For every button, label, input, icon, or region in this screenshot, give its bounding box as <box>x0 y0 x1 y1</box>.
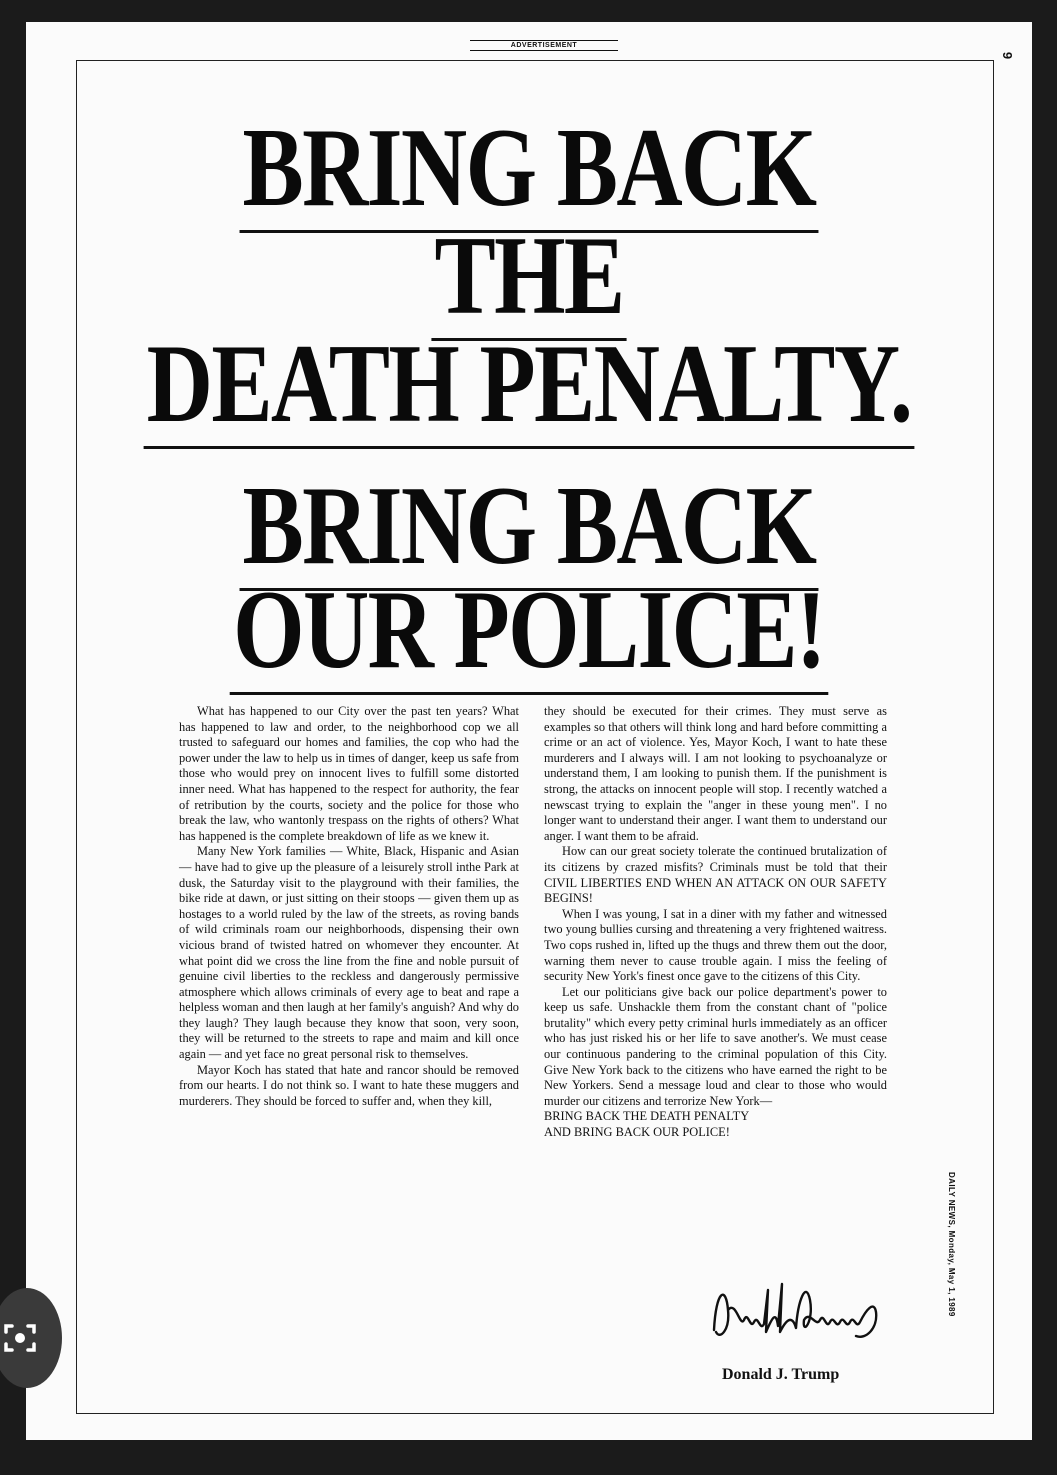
signature-graphic <box>706 1270 896 1360</box>
paragraph: How can our great society tolerate the continued brutalization of its citizens by crazed misfits? Criminals must be told that their CIVIL LIBERTIES END WHEN AN ATTACK ON OUR SAFETY BEGINS! <box>544 844 887 906</box>
lens-icon[interactable] <box>0 1318 40 1358</box>
advertisement-banner: ADVERTISEMENT <box>470 40 618 51</box>
paragraph: they should be executed for their crimes. They must serve as examples so that others will think long and hard before committing a crime or an act of violence. Yes, Mayor Koch, I want to hate these murderers and I always will. I am not looking to psychoanalyze or understand them, I am looking to punish them. If the punishment is strong, the attacks on innocent people will stop. I recently watched a newscast trying to explain the "anger in these young men". I no longer want to understand their anger. I want them to understand our anger. I want them to be afraid. <box>544 704 887 843</box>
body-column-left <box>179 704 519 1109</box>
paragraph: Many New York families — White, Black, Hispanic and Asian — have had to give up the pleasure of a leisurely stroll inthe Park at dusk, the Saturday visit to the playground with their families, the bike ride at dawn, or just sitting on their stoops — given them up as hostages to a world ruled by the law of the streets, as roving bands of wild criminals roam our neighborhoods, dispensing their own vicious brand of twisted hatred on whomever they encounter. At what point did we cross the line from the fine and noble pursuit of genuine civil liberties to the reckless and dangerously permissive atmosphere which allows criminals of every age to beat and rape a helpless woman and then laugh at her family's anguish? And why do they laugh? They laugh because they know that soon, very soon, they will be returned to the streets to rape and maim and kill once again — and yet face no great personal risk to themselves. <box>179 844 519 1062</box>
headline-line-1: BRING BACK <box>117 112 942 224</box>
headline-line-5: OUR POLICE! <box>117 574 942 686</box>
newspaper-page <box>26 22 1032 1440</box>
headline-line-3: DEATH PENALTY. <box>117 328 942 440</box>
paragraph: When I was young, I sat in a diner with my father and witnessed two young bullies cursing and threatening a very frightened waitress. Two cops rushed in, lifted up the thugs and threw them out the door, warning them never to cause trouble again. I miss the feeling of security New York's finest once gave to the citizens of this City. <box>544 906 887 984</box>
headline-line-2: THE <box>117 220 942 332</box>
paragraph: What has happened to our City over the past ten years? What has happened to law and order, to the neighborhood cop we all trusted to safeguard our homes and families, the cop who had the power under the law to help us in times of danger, keep us safe from those who would prey on innocent lives to fulfill some distorted inner need. What has happened to the respect for authority, the fear of retribution by the courts, society and the police for those who break the law, who wantonly trespass on the rights of others? What has happened is the complete breakdown of life as we knew it. <box>179 704 519 843</box>
paragraph: Mayor Koch has stated that hate and rancor should be removed from our hearts. I do not think so. I want to hate these muggers and murderers. They should be forced to suffer and, when they kill, <box>179 1062 519 1108</box>
paragraph: Let our politicians give back our police department's power to keep us safe. Unshackle them from the constant chant of "police brutality" which every petty criminal hurls immediately as an officer who has just risked his or her life to save another's. We must cease our continuous pandering to the criminal population of this City. Give New York back to the citizens who have earned the right to be New Yorkers. Send a message loud and clear to those who would murder our citizens and terrorize New York— <box>544 984 887 1108</box>
page-number: 9 <box>1000 51 1016 60</box>
closing-line: BRING BACK THE DEATH PENALTY <box>544 1109 750 1124</box>
signature-name: Donald J. Trump <box>722 1366 840 1383</box>
closing-line: AND BRING BACK OUR POLICE! <box>544 1125 730 1140</box>
body-column-right <box>544 704 887 1141</box>
headline-line-4: BRING BACK <box>117 470 942 582</box>
side-caption: DAILY NEWS, Monday, May 1, 1989 <box>947 1172 956 1317</box>
